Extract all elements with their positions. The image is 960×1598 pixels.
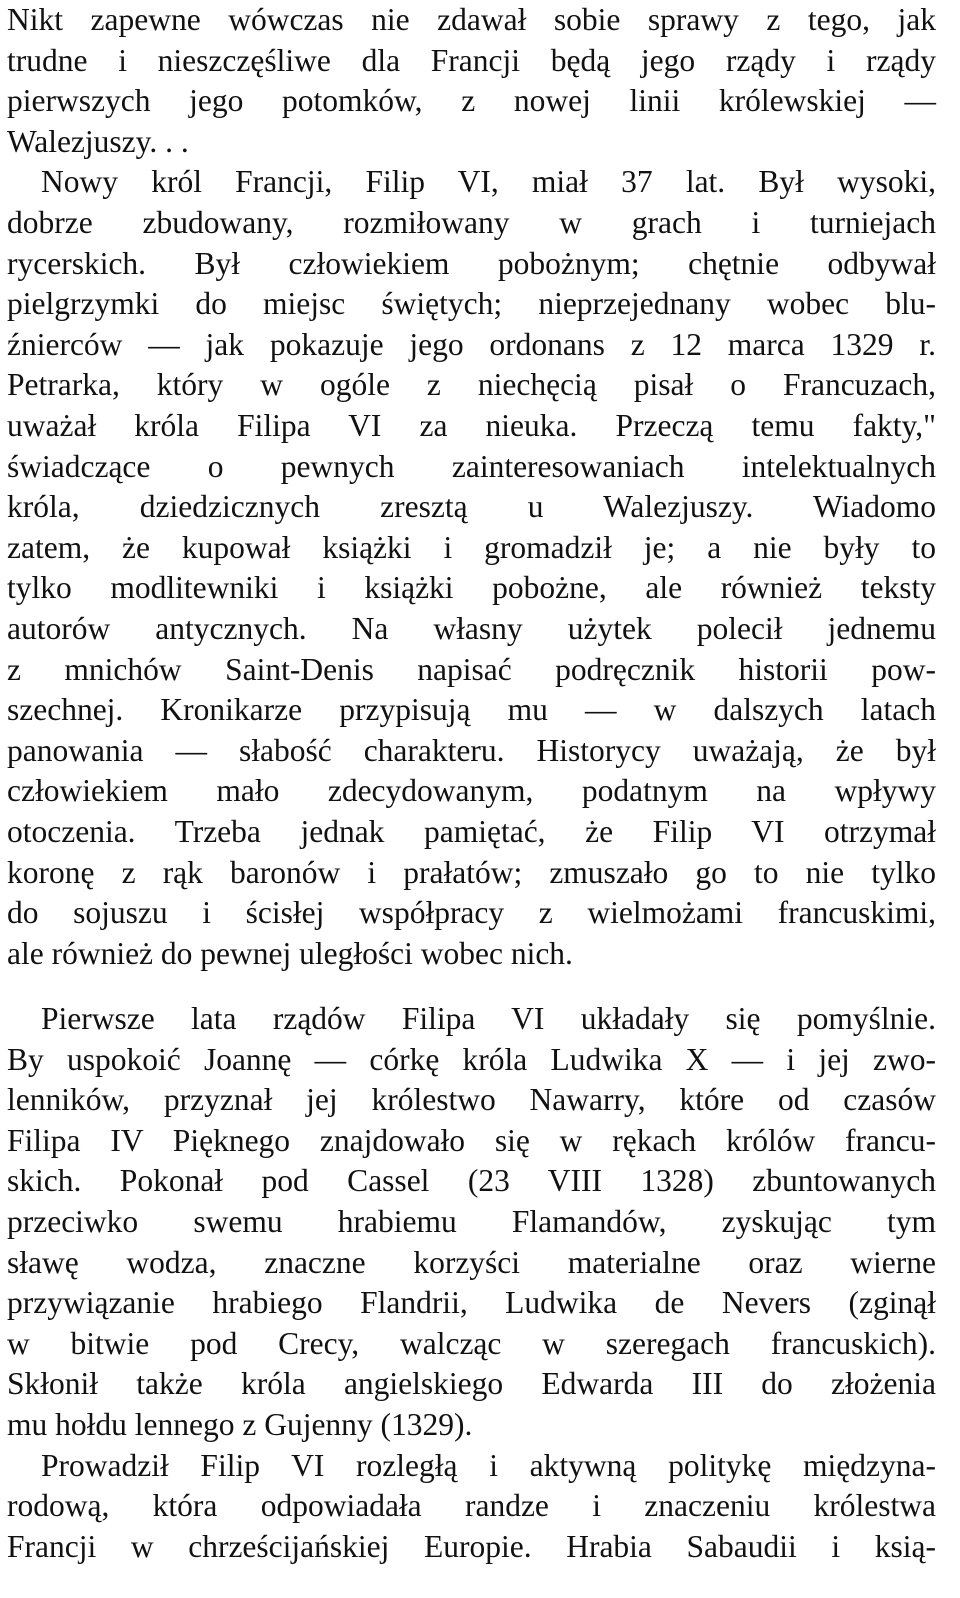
text-line: Nikt zapewne wówczas nie zdawał sobie sprawy z tego, jak — [7, 2, 936, 37]
text-line: mu hołdu lennego z Gujenny (1329). — [7, 1407, 473, 1442]
text-line: człowiekiem mało zdecydowanym, podatnym na wpływy — [7, 773, 936, 809]
text-line: Petrarka, który w ogóle z niechęcią pisał o Francuzach, — [7, 367, 936, 403]
text-line: panowania — słabość charakteru. Historycy uważają, że był — [7, 732, 936, 768]
text-line: sławę wodza, znaczne korzyści materialne oraz wierne — [7, 1244, 936, 1280]
text-line: dobrze zbudowany, rozmiłowany w grach i turniejach — [7, 205, 936, 240]
text-line: autorów antycznych. Na własny użytek polecił jednemu — [7, 611, 936, 646]
text-line: By uspokoić Joannę — córkę króla Ludwika X — i jej zwo- — [7, 1041, 936, 1077]
text-line: Francji w chrześcijańskiej Europie. Hrabia Sabaudii i ksią- — [7, 1528, 936, 1564]
text-line: źnierców — jak pokazuje jego ordonans z 12 marca 1329 r. — [7, 326, 936, 362]
text-line: otoczenia. Trzeba jednak pamiętać, że Filip VI otrzymał — [7, 814, 936, 849]
text-line: rodową, która odpowiadała randze i znaczeniu królestwa — [7, 1488, 936, 1524]
text-line: uważał króla Filipa VI za nieuka. Przeczą temu fakty," — [7, 408, 936, 443]
text-line: Walezjuszy. . . — [7, 123, 189, 159]
text-line: świadczące o pewnych zainteresowaniach intelektualnych — [7, 448, 936, 484]
text-line: przeciwko swemu hrabiemu Flamandów, zyskując tym — [7, 1204, 936, 1239]
text-line: Prowadził Filip VI rozległą i aktywną politykę międzyna- — [41, 1447, 936, 1483]
text-line: ale również do pewnej uległości wobec nich. — [7, 935, 573, 971]
text-line: Nowy król Francji, Filip VI, miał 37 lat. Był wysoki, — [41, 164, 936, 200]
text-line: tylko modlitewniki i książki pobożne, ale również teksty — [7, 570, 936, 606]
text-line: trudne i nieszczęśliwe dla Francji będą jego rządy i rządy — [7, 42, 936, 78]
text-line: króla, dziedzicznych zresztą u Walezjuszy. Wiadomo — [7, 489, 936, 525]
text-line: Skłonił także króla angielskiego Edwarda III do złożenia — [7, 1366, 936, 1402]
text-line: skich. Pokonał pod Cassel (23 VIII 1328) zbuntowanych — [7, 1163, 936, 1199]
text-line: szechnej. Kronikarze przypisują mu — w dalszych latach — [7, 692, 936, 728]
text-line: w bitwie pod Crecy, walcząc w szeregach francuskich). — [7, 1325, 936, 1361]
text-line: koronę z rąk baronów i prałatów; zmuszało go to nie tylko — [7, 854, 936, 890]
text-line: z mnichów Saint-Denis napisać podręcznik historii pow- — [7, 651, 936, 687]
text-line: pierwszych jego potomków, z nowej linii królewskiej — — [7, 83, 936, 119]
text-line: do sojuszu i ścisłej współpracy z wielmożami francuskimi, — [7, 895, 936, 931]
text-line: zatem, że kupował książki i gromadził je; a nie były to — [7, 529, 936, 565]
text-line: rycerskich. Był człowiekiem pobożnym; chętnie odbywał — [7, 245, 936, 281]
text-line: Pierwsze lata rządów Filipa VI układały się pomyślnie. — [41, 1001, 936, 1036]
text-line: Filipa IV Pięknego znajdowało się w rękach królów francu- — [7, 1122, 936, 1158]
text-line: przywiązanie hrabiego Flandrii, Ludwika de Nevers (zginął — [7, 1285, 936, 1321]
text-line: lenników, przyznał jej królestwo Nawarry, które od czasów — [7, 1082, 936, 1118]
text-line: pielgrzymki do miejsc świętych; nieprzejednany wobec blu- — [7, 286, 936, 322]
